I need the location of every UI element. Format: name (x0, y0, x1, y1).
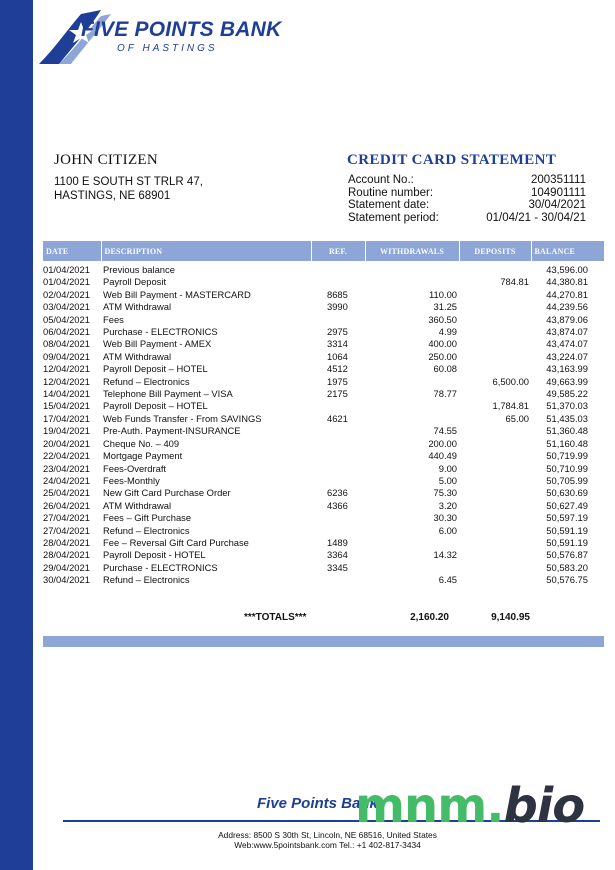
transactions-body (43, 261, 604, 587)
row-description: ATM Withdrawal (103, 499, 172, 511)
row-withdrawal: 31.25 (433, 301, 457, 313)
row-balance: 51,370.03 (546, 400, 588, 412)
row-deposit (459, 363, 531, 375)
watermark-part1: mnm. (355, 778, 504, 834)
row-withdrawal: 60.08 (433, 363, 457, 375)
left-brand-bar (0, 0, 33, 870)
row-description: Payroll Deposit (103, 276, 167, 288)
row-ref (311, 438, 365, 450)
row-date: 05/04/2021 (43, 313, 90, 325)
table-row (43, 487, 604, 499)
row-deposit: 6,500.00 (492, 375, 529, 387)
table-row (43, 301, 604, 313)
row-description: Web Bill Payment - AMEX (103, 338, 212, 350)
row-ref: 4366 (327, 499, 348, 511)
table-row (43, 512, 604, 524)
row-withdrawal: 74.55 (433, 425, 457, 437)
table-row (43, 363, 604, 375)
footer-address: Address: 8500 S 30th St, Lincoln, NE 68516, United States (218, 830, 437, 840)
table-row (43, 549, 604, 561)
row-withdrawal: 440.49 (428, 450, 457, 462)
statement-date-value: 30/04/2021 (528, 199, 586, 211)
watermark-part2: bio (503, 778, 585, 834)
row-ref: 3314 (327, 338, 348, 350)
row-deposit (459, 314, 531, 326)
row-balance: 51,435.03 (546, 412, 588, 424)
row-description: Fees-Monthly (103, 474, 160, 486)
row-date: 27/04/2021 (43, 524, 90, 536)
row-date: 23/04/2021 (43, 462, 90, 474)
table-row (43, 351, 604, 363)
row-deposit (459, 425, 531, 437)
row-deposit (459, 289, 531, 301)
row-ref: 4621 (327, 412, 348, 424)
row-ref: 8685 (327, 288, 348, 300)
statement-date-label: Statement date: (348, 199, 430, 211)
row-deposit (459, 512, 531, 524)
row-description: Refund – Electronics (103, 574, 190, 586)
row-deposit (459, 475, 531, 487)
row-description: ATM Withdrawal (103, 350, 172, 362)
row-ref (311, 525, 365, 537)
row-date: 28/04/2021 (43, 549, 90, 561)
row-ref (311, 463, 365, 475)
row-ref: 1975 (327, 375, 348, 387)
column-header-balance: BALANCE (531, 241, 604, 261)
row-deposit (459, 463, 531, 475)
row-deposit (459, 574, 531, 586)
row-date: 15/04/2021 (43, 400, 90, 412)
row-deposit (459, 500, 531, 512)
row-date: 22/04/2021 (43, 450, 90, 462)
row-withdrawal: 360.50 (428, 313, 457, 325)
watermark (355, 778, 584, 834)
row-description: Fees – Gift Purchase (103, 512, 192, 524)
row-withdrawal (365, 413, 459, 425)
table-bottom-band (43, 636, 604, 647)
column-header-date: DATE (43, 241, 101, 261)
row-description: ATM Withdrawal (103, 301, 172, 313)
row-date: 26/04/2021 (43, 499, 90, 511)
row-balance: 50,591.19 (546, 536, 588, 548)
row-balance: 51,160.48 (546, 437, 588, 449)
row-deposit: 1,784.81 (492, 400, 529, 412)
row-description: Payroll Deposit – HOTEL (103, 400, 208, 412)
row-withdrawal: 250.00 (428, 350, 457, 362)
row-date: 02/04/2021 (43, 288, 90, 300)
account-number-row (348, 174, 586, 187)
row-withdrawal: 3.20 (438, 499, 457, 511)
row-description: Fees (103, 313, 124, 325)
row-date: 03/04/2021 (43, 301, 90, 313)
row-balance: 50,591.19 (546, 524, 588, 536)
row-description: Refund – Electronics (103, 375, 190, 387)
table-row (43, 450, 604, 462)
statement-title: CREDIT CARD STATEMENT (347, 152, 557, 168)
row-date: 17/04/2021 (43, 412, 90, 424)
row-ref (311, 475, 365, 487)
column-header-description: DESCRIPTION (101, 241, 311, 261)
table-row (43, 289, 604, 301)
row-withdrawal (365, 400, 459, 412)
table-row (43, 400, 604, 412)
row-withdrawal (365, 562, 459, 574)
row-deposit (459, 562, 531, 574)
row-description: Telephone Bill Payment – VISA (103, 388, 233, 400)
account-number-value: 200351111 (530, 174, 586, 186)
row-deposit (459, 261, 531, 276)
row-withdrawal (365, 276, 459, 288)
row-deposit (459, 438, 531, 450)
statement-date-row (348, 199, 586, 212)
row-date: 28/04/2021 (43, 536, 90, 548)
table-row (43, 525, 604, 537)
table-row (43, 537, 604, 549)
row-withdrawal: 14.32 (433, 549, 457, 561)
row-description: Fees-Overdraft (103, 462, 167, 474)
row-ref (311, 314, 365, 326)
row-balance: 50,627.49 (546, 499, 588, 511)
row-balance: 50,710.99 (546, 462, 588, 474)
account-number-label: Account No.: (348, 174, 414, 186)
row-date: 12/04/2021 (43, 375, 90, 387)
statement-period-row (348, 212, 586, 225)
row-withdrawal: 6.00 (438, 524, 457, 536)
row-balance: 50,719.99 (546, 450, 588, 462)
row-description: Purchase - ELECTRONICS (103, 326, 218, 338)
row-balance: 43,879.06 (546, 313, 588, 325)
row-ref: 1489 (327, 536, 348, 548)
bank-name: FIVE POINTS BANK (81, 18, 282, 41)
row-balance: 44,239.56 (546, 301, 588, 313)
row-balance: 50,576.75 (546, 574, 588, 586)
row-description: Cheque No. – 409 (103, 437, 180, 449)
table-row (43, 326, 604, 338)
row-date: 19/04/2021 (43, 425, 90, 437)
transactions-table (43, 241, 604, 587)
row-date: 27/04/2021 (43, 512, 90, 524)
bank-subtitle: OF HASTINGS (117, 43, 218, 54)
row-balance: 43,163.99 (546, 363, 588, 375)
column-header-deposits: DEPOSITS (459, 241, 531, 261)
row-balance: 51,360.48 (546, 425, 588, 437)
table-row (43, 562, 604, 574)
customer-address-line2: HASTINGS, NE 68901 (54, 190, 171, 202)
row-date: 01/04/2021 (43, 264, 90, 275)
row-balance: 50,576.87 (546, 549, 588, 561)
row-date: 25/04/2021 (43, 487, 90, 499)
row-balance: 43,874.07 (546, 326, 588, 338)
table-row (43, 276, 604, 288)
row-ref (311, 512, 365, 524)
row-description: Purchase - ELECTRONICS (103, 561, 218, 573)
table-row (43, 388, 604, 400)
row-ref: 3990 (327, 301, 348, 313)
row-ref: 2975 (327, 326, 348, 338)
table-header-row (43, 241, 604, 261)
table-row (43, 425, 604, 437)
customer-name: JOHN CITIZEN (54, 152, 159, 168)
statement-period-value: 01/04/21 - 30/04/21 (486, 212, 586, 224)
row-ref (311, 574, 365, 586)
row-description: Mortgage Payment (103, 450, 183, 462)
row-deposit: 784.81 (500, 276, 529, 288)
row-ref (311, 276, 365, 288)
bank-logo (37, 8, 297, 68)
table-row (43, 463, 604, 475)
routine-number-label: Routine number: (348, 187, 434, 199)
totals-withdrawals: 2,160.20 (410, 612, 449, 623)
row-description: Previous balance (103, 264, 175, 275)
row-description: Web Funds Transfer - From SAVINGS (103, 412, 262, 424)
row-date: 24/04/2021 (43, 474, 90, 486)
totals-label: ***TOTALS*** (244, 612, 307, 623)
row-ref: 3345 (327, 561, 348, 573)
row-date: 06/04/2021 (43, 326, 90, 338)
row-balance: 44,380.81 (546, 276, 588, 288)
row-date: 09/04/2021 (43, 350, 90, 362)
row-description: Payroll Deposit – HOTEL (103, 363, 208, 375)
column-header-withdrawals: WITHDRAWALS (365, 241, 459, 261)
row-balance: 50,583.20 (546, 561, 588, 573)
row-date: 30/04/2021 (43, 574, 90, 586)
routine-number-value: 104901111 (530, 187, 586, 199)
table-row (43, 574, 604, 586)
row-date: 12/04/2021 (43, 363, 90, 375)
row-deposit (459, 338, 531, 350)
footer-web-phone: Web:www.5pointsbank.com Tel.: +1 402-817-3434 (234, 840, 421, 850)
row-description: Fee – Reversal Gift Card Purchase (103, 536, 249, 548)
row-balance: 43,474.07 (546, 338, 588, 350)
table-row (43, 413, 604, 425)
row-balance: 50,597.19 (546, 512, 588, 524)
table-row (43, 475, 604, 487)
row-date: 01/04/2021 (43, 276, 90, 288)
row-date: 14/04/2021 (43, 388, 90, 400)
row-withdrawal: 6.45 (438, 574, 457, 586)
table-row (43, 376, 604, 388)
row-deposit (459, 549, 531, 561)
row-deposit (459, 450, 531, 462)
row-withdrawal: 4.99 (438, 326, 457, 338)
row-withdrawal: 9.00 (438, 462, 457, 474)
row-withdrawal: 200.00 (428, 437, 457, 449)
table-row (43, 500, 604, 512)
row-deposit (459, 388, 531, 400)
row-date: 08/04/2021 (43, 338, 90, 350)
row-balance: 50,630.69 (546, 487, 588, 499)
footer-bank-name: Five Points Bank (257, 795, 378, 812)
row-balance: 49,585.22 (546, 388, 588, 400)
row-balance: 43,224.07 (546, 350, 588, 362)
table-row (43, 338, 604, 350)
statement-period-label: Statement period: (348, 212, 439, 224)
row-description: Payroll Deposit - HOTEL (103, 549, 206, 561)
row-ref: 1064 (327, 350, 348, 362)
row-withdrawal: 78.77 (433, 388, 457, 400)
row-ref (311, 450, 365, 462)
row-ref (311, 400, 365, 412)
row-withdrawal: 5.00 (438, 474, 457, 486)
row-deposit (459, 326, 531, 338)
row-ref: 4512 (327, 363, 348, 375)
row-ref (311, 261, 365, 276)
row-description: New Gift Card Purchase Order (103, 487, 231, 499)
row-description: Pre-Auth. Payment-INSURANCE (103, 425, 241, 437)
table-row (43, 314, 604, 326)
row-ref (311, 425, 365, 437)
row-withdrawal: 400.00 (428, 338, 457, 350)
row-deposit (459, 301, 531, 313)
row-withdrawal: 75.30 (433, 487, 457, 499)
row-balance: 50,705.99 (546, 474, 588, 486)
totals-deposits: 9,140.95 (491, 612, 530, 623)
row-ref: 2175 (327, 388, 348, 400)
column-header-ref: REF. (311, 241, 365, 261)
row-withdrawal (365, 261, 459, 276)
row-ref: 6236 (327, 487, 348, 499)
row-balance: 43,596.00 (546, 264, 588, 275)
row-deposit: 65.00 (505, 412, 529, 424)
customer-address-line1: 1100 E SOUTH ST TRLR 47, (54, 176, 203, 188)
table-row (43, 261, 604, 276)
row-withdrawal (365, 537, 459, 549)
row-balance: 49,663.99 (546, 375, 588, 387)
row-balance: 44,270.81 (546, 288, 588, 300)
row-ref: 3364 (327, 549, 348, 561)
row-withdrawal (365, 376, 459, 388)
row-withdrawal: 110.00 (429, 288, 457, 300)
row-withdrawal: 30.30 (433, 512, 457, 524)
row-description: Refund – Electronics (103, 524, 190, 536)
row-description: Web Bill Payment - MASTERCARD (103, 288, 251, 300)
row-date: 29/04/2021 (43, 561, 90, 573)
row-deposit (459, 537, 531, 549)
row-deposit (459, 351, 531, 363)
row-deposit (459, 487, 531, 499)
row-date: 20/04/2021 (43, 437, 90, 449)
row-deposit (459, 525, 531, 537)
table-row (43, 438, 604, 450)
